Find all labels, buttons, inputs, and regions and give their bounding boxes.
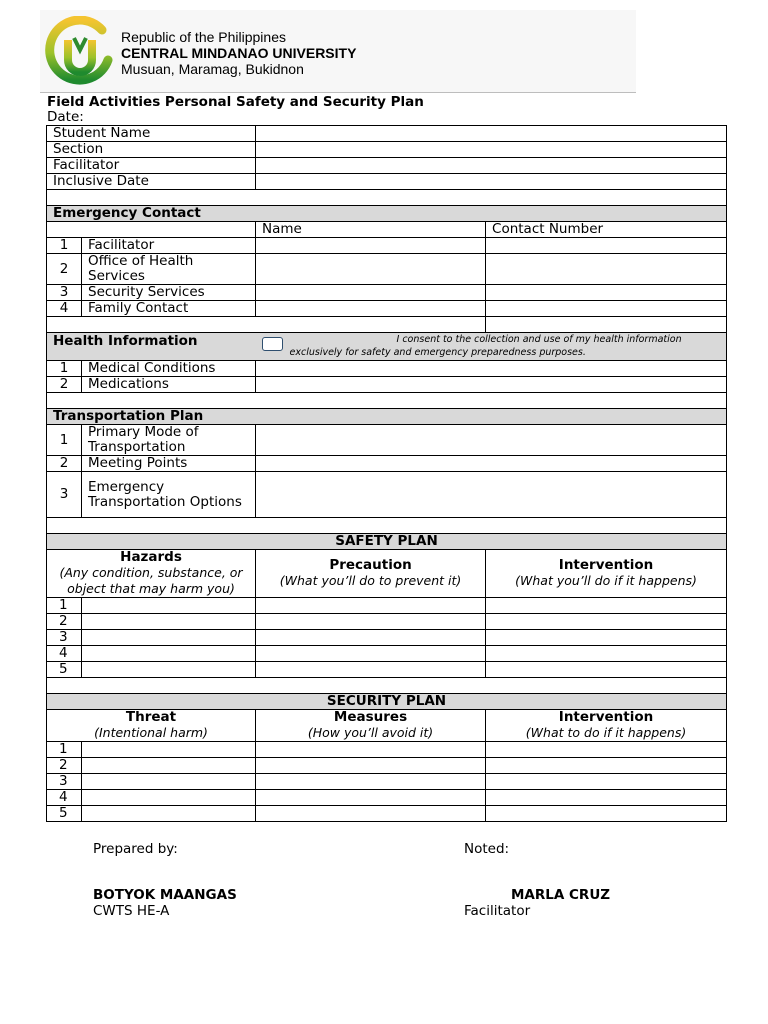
- row-number: 2: [47, 614, 82, 630]
- measures-field[interactable]: [256, 758, 486, 774]
- hazard-field[interactable]: [82, 598, 256, 614]
- emergency-number-field[interactable]: [486, 285, 727, 301]
- safety-intervention-header: [486, 550, 727, 598]
- threat-title: Threat: [125, 709, 177, 725]
- hazards-subtitle: (Any condition, substance, or object that may harm you): [59, 565, 243, 596]
- row-number: 3: [47, 285, 82, 301]
- medications-field[interactable]: [256, 377, 727, 393]
- hazard-field[interactable]: [82, 662, 256, 678]
- emergency-col-name: Name: [256, 222, 486, 238]
- facilitator-label: Facilitator: [47, 158, 256, 174]
- precaution-subtitle: (What you’ll do to prevent it): [279, 573, 462, 588]
- transport-row-label: Primary Mode of Transportation: [82, 425, 256, 456]
- noted-role: Facilitator: [464, 903, 531, 919]
- intervention-field[interactable]: [486, 758, 727, 774]
- row-number: 1: [47, 238, 82, 254]
- row-number: 3: [47, 630, 82, 646]
- row-number: 3: [47, 472, 82, 518]
- measures-header: [256, 710, 486, 742]
- facilitator-field[interactable]: [256, 158, 727, 174]
- student-name-label: Student Name: [47, 126, 256, 142]
- row-number: 2: [47, 377, 82, 393]
- row-number: 3: [47, 774, 82, 790]
- measures-title: Measures: [333, 709, 408, 725]
- measures-subtitle: (How you’ll avoid it): [307, 725, 434, 740]
- intervention-field[interactable]: [486, 774, 727, 790]
- threat-header: [47, 710, 256, 742]
- security-plan-heading: SECURITY PLAN: [47, 694, 727, 710]
- consent-text: I consent to the collection and use of my health information exclusively for safety and emergency preparedness purposes.: [289, 334, 682, 358]
- university-name: CENTRAL MINDANAO UNIVERSITY: [121, 45, 357, 61]
- intervention-field[interactable]: [486, 806, 727, 822]
- emergency-name-field[interactable]: [256, 254, 486, 285]
- hazards-title: Hazards: [120, 549, 182, 565]
- emergency-row-label: Office of Health Services: [82, 254, 256, 285]
- prepared-by-role: CWTS HE-A: [93, 903, 170, 919]
- intervention-field[interactable]: [486, 630, 727, 646]
- precaution-field[interactable]: [256, 598, 486, 614]
- intervention-field[interactable]: [486, 614, 727, 630]
- precaution-title: Precaution: [329, 557, 412, 573]
- row-number: 5: [47, 662, 82, 678]
- safety-intervention-subtitle: (What you’ll do if it happens): [515, 573, 697, 588]
- row-number: 2: [47, 254, 82, 285]
- meeting-points-field[interactable]: [256, 456, 727, 472]
- row-number: 4: [47, 301, 82, 317]
- health-heading: Health Information: [47, 333, 256, 361]
- row-number: 2: [47, 758, 82, 774]
- prepared-by-name: BOTYOK MAANGAS: [93, 887, 237, 903]
- precaution-field[interactable]: [256, 630, 486, 646]
- intervention-field[interactable]: [486, 790, 727, 806]
- emergency-name-field[interactable]: [256, 301, 486, 317]
- intervention-field[interactable]: [486, 662, 727, 678]
- noted-name: MARLA CRUZ: [511, 887, 611, 903]
- security-intervention-subtitle: (What to do if it happens): [525, 725, 687, 740]
- row-number: 4: [47, 790, 82, 806]
- spacer-row: [47, 678, 727, 694]
- hazard-field[interactable]: [82, 630, 256, 646]
- spacer-row: [47, 393, 727, 409]
- security-intervention-header: [486, 710, 727, 742]
- row-number: 4: [47, 646, 82, 662]
- precaution-field[interactable]: [256, 646, 486, 662]
- intervention-field[interactable]: [486, 742, 727, 758]
- emergency-row-label: Facilitator: [82, 238, 256, 254]
- intervention-field[interactable]: [486, 598, 727, 614]
- spacer-row: [47, 317, 486, 333]
- measures-field[interactable]: [256, 790, 486, 806]
- threat-field[interactable]: [82, 742, 256, 758]
- medical-conditions-field[interactable]: [256, 361, 727, 377]
- emergency-name-field[interactable]: [256, 238, 486, 254]
- noted-label: Noted:: [464, 841, 510, 857]
- republic-line: Republic of the Philippines: [121, 29, 286, 45]
- plan-form: [46, 125, 727, 822]
- precaution-header: [256, 550, 486, 598]
- row-number: 1: [47, 598, 82, 614]
- hazard-field[interactable]: [82, 614, 256, 630]
- row-number: 1: [47, 742, 82, 758]
- threat-field[interactable]: [82, 806, 256, 822]
- health-row-label: Medications: [82, 377, 256, 393]
- threat-subtitle: (Intentional harm): [94, 725, 208, 740]
- measures-field[interactable]: [256, 806, 486, 822]
- consent-checkbox[interactable]: [262, 337, 283, 351]
- spacer-cell: [486, 317, 727, 333]
- emergency-transport-field[interactable]: [256, 472, 727, 518]
- date-label: Date:: [47, 109, 84, 125]
- safety-plan-heading: SAFETY PLAN: [47, 534, 727, 550]
- transport-row-label: Emergency Transportation Options: [82, 472, 256, 518]
- precaution-field[interactable]: [256, 614, 486, 630]
- primary-mode-field[interactable]: [256, 425, 727, 456]
- threat-field[interactable]: [82, 790, 256, 806]
- emergency-name-field[interactable]: [256, 285, 486, 301]
- measures-field[interactable]: [256, 774, 486, 790]
- inclusive-date-label: Inclusive Date: [47, 174, 256, 190]
- spacer-row: [47, 190, 727, 206]
- university-seal-icon: [44, 16, 116, 88]
- measures-field[interactable]: [256, 742, 486, 758]
- row-number: 5: [47, 806, 82, 822]
- section-field[interactable]: [256, 142, 727, 158]
- prepared-by-label: Prepared by:: [93, 841, 178, 857]
- row-number: 2: [47, 456, 82, 472]
- emergency-col-number: Contact Number: [486, 222, 727, 238]
- hazards-header: [47, 550, 256, 598]
- intervention-field[interactable]: [486, 646, 727, 662]
- health-consent-area: [256, 333, 727, 361]
- row-number: 1: [47, 361, 82, 377]
- university-address: Musuan, Maramag, Bukidnon: [121, 61, 304, 77]
- spacer-row: [47, 518, 727, 534]
- inclusive-date-field[interactable]: [256, 174, 727, 190]
- form-title: Field Activities Personal Safety and Security Plan: [47, 94, 424, 110]
- threat-field[interactable]: [82, 758, 256, 774]
- emergency-row-label: Security Services: [82, 285, 256, 301]
- safety-intervention-title: Intervention: [558, 557, 654, 573]
- security-intervention-title: Intervention: [558, 709, 654, 725]
- emergency-contact-heading: Emergency Contact: [47, 206, 727, 222]
- transport-row-label: Meeting Points: [82, 456, 256, 472]
- emergency-row-label: Family Contact: [82, 301, 256, 317]
- health-row-label: Medical Conditions: [82, 361, 256, 377]
- student-name-field[interactable]: [256, 126, 727, 142]
- hazard-field[interactable]: [82, 646, 256, 662]
- threat-field[interactable]: [82, 774, 256, 790]
- emergency-number-field[interactable]: [486, 238, 727, 254]
- precaution-field[interactable]: [256, 662, 486, 678]
- emergency-number-field[interactable]: [486, 254, 727, 285]
- emergency-number-field[interactable]: [486, 301, 727, 317]
- transport-heading: Transportation Plan: [47, 409, 727, 425]
- row-number: 1: [47, 425, 82, 456]
- emergency-header-blank: [47, 222, 256, 238]
- section-label: Section: [47, 142, 256, 158]
